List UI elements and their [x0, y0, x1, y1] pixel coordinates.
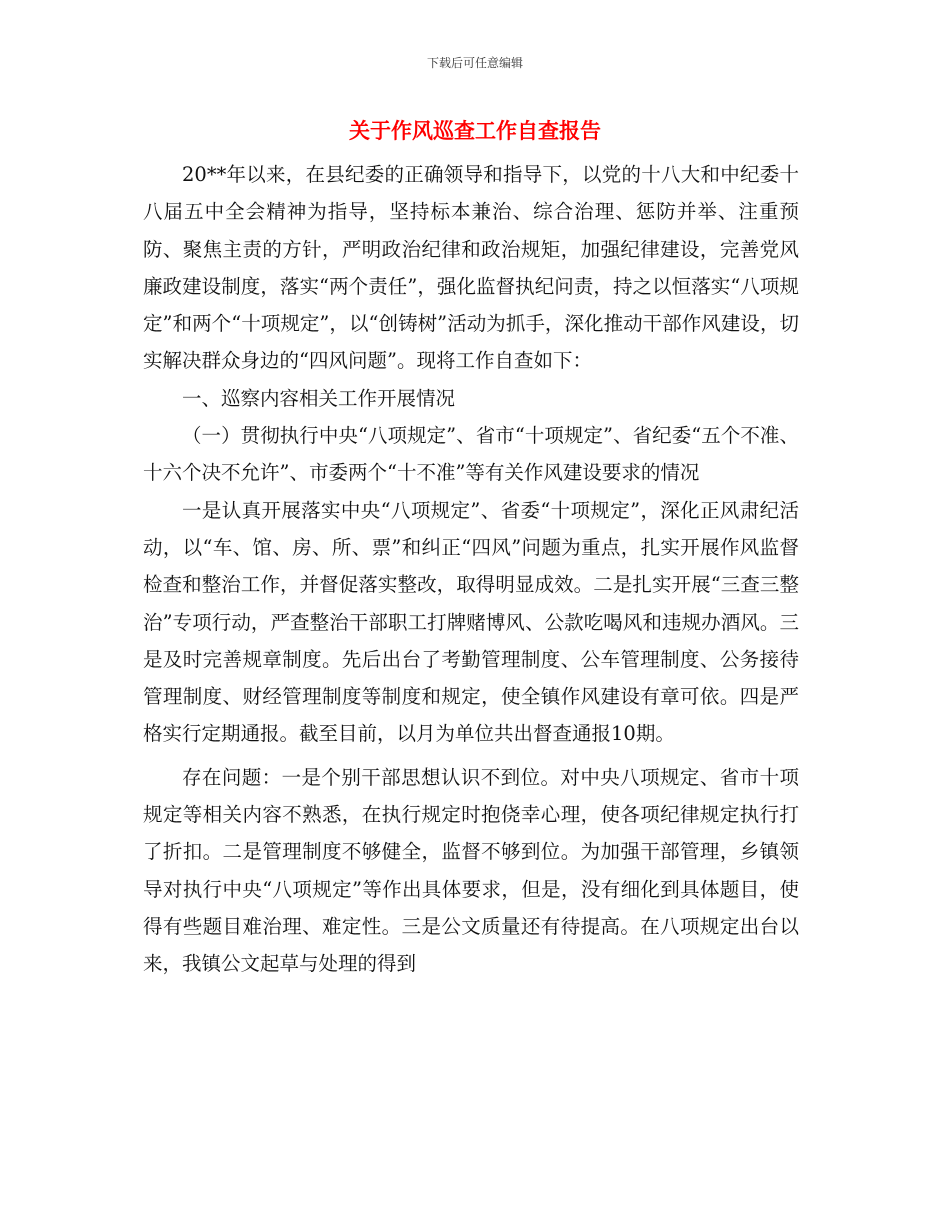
paragraph-measures: 一是认真开展落实中央“八项规定”、省委“十项规定”，深化正风肃纪活动，以“车、馆、房、所、票”和纠正“四风”问题为重点，扎实开展作风监督检查和整治工作，并督促落实整改，取得明显成效。二是扎实开展“三查三整治”专项行动，严查整治干部职工打牌赌博风、公款吃喝风和违规办酒风。三是及时完善规章制度。先后出台了考勤管理制度、公车管理制度、公务接待管理制度、财经管理制度等制度和规定，使全镇作风建设有章可依。四是严格实行定期通报。截至目前，以月为单位共出督查通报10期。 — [143, 498, 799, 746]
paragraph-intro: 20**年以来，在县纪委的正确领导和指导下，以党的十八大和中纪委十八届五中全会精神为指导，坚持标本兼治、综合治理、惩防并举、注重预防、聚焦主责的方针，严明政治纪律和政治规矩，加强纪律建设，完善党风廉政建设制度，落实“两个责任”，强化监督执纪问责，持之以恒落实“八项规定”和两个“十项规定”，以“创铸树”活动为抓手，深化推动干部作风建设，切实解决群众身边的“四风问题”。现将工作自查如下： — [143, 163, 799, 373]
document-title: 关于作风巡查工作自查报告 — [349, 118, 601, 143]
subsection-heading-1: （一）贯彻执行中央“八项规定”、省市“十项规定”、省纪委“五个不准、十六个决不允许”、市委两个“十不准”等有关作风建设要求的情况 — [143, 424, 799, 485]
section-heading-1: 一、巡察内容相关工作开展情况 — [182, 386, 456, 410]
document-body — [143, 156, 799, 983]
header-note: 下载后可任意编辑 — [426, 56, 523, 70]
paragraph-issues: 存在问题：一是个别干部思想认识不到位。对中央八项规定、省市十项规定等相关内容不熟悉，在执行规定时抱侥幸心理，使各项纪律规定执行打了折扣。二是管理制度不够健全，监督不够到位。为加强干部管理，乡镇领导对执行中央“八项规定”等作出具体要求，但是，没有细化到具体题目，使得有些题目难治理、难定性。三是公文质量还有待提高。在八项规定出台以来，我镇公文起草与处理的得到 — [143, 765, 799, 976]
